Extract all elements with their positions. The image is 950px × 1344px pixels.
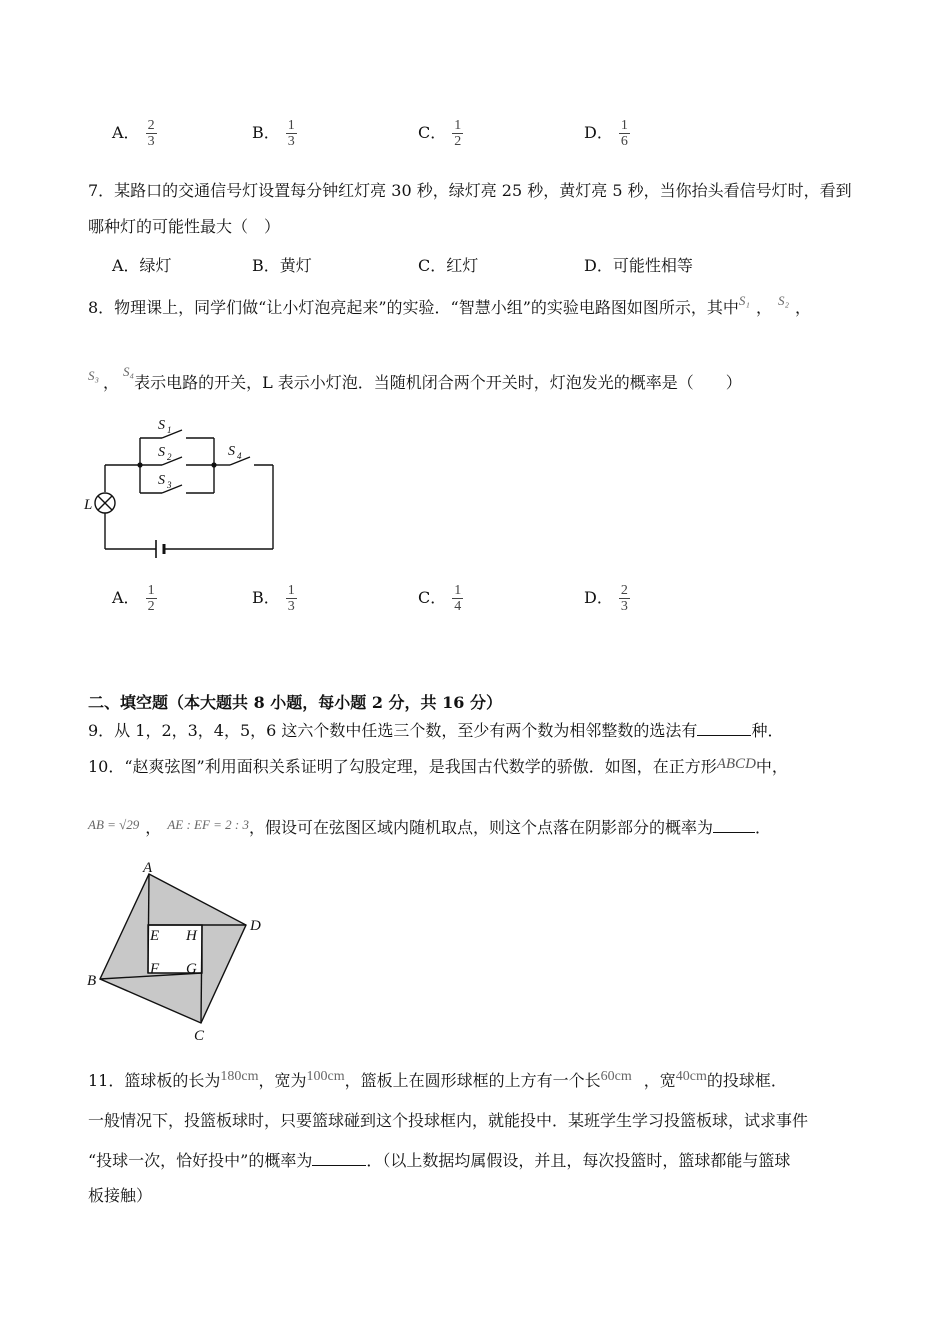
switch-s3: S₃ xyxy=(88,368,100,383)
q9-stem: 9．从 1，2，3，4，5，6 这六个数中任选三个数，至少有两个数为相邻整数的选法有 种． xyxy=(88,721,784,740)
q8-option-a: A． $\frac{1}{2}$ xyxy=(112,583,155,614)
point-f: F xyxy=(150,961,160,977)
label-lamp: L xyxy=(84,497,93,513)
q11-stem-line1: 11．篮球板的长为180cm，宽为100cm，篮板上在圆形球框的上方有一个长60cm ，宽40cm的投球框． xyxy=(88,1069,787,1090)
q6-option-c: C． $\frac{1}{2}$ xyxy=(418,118,462,149)
point-c: C xyxy=(194,1028,205,1044)
label-s1-sub: 1 xyxy=(167,425,172,435)
switch-s1: S₁ xyxy=(738,293,750,308)
answer-blank xyxy=(312,1151,366,1166)
label-s4: S xyxy=(228,444,235,459)
q6-option-d: D． $\frac{1}{6}$ xyxy=(584,118,628,149)
q7-option-b: B．黄灯 xyxy=(252,256,312,275)
q11-stem-line3: “投球一次，恰好投中”的概率为 ．（以上数据均属假设，并且，每次投篮时，篮球都能与篮球 xyxy=(88,1151,791,1170)
switch-s4: S₄ xyxy=(123,364,135,379)
q7-option-d: D．可能性相等 xyxy=(584,256,693,275)
fraction: $\frac{2}{3}$ xyxy=(147,118,155,149)
q7-option-c: C．红灯 xyxy=(418,256,479,275)
q10-stem-line2: $^{AB = √29}$ ， $^{AE : EF = 2 : 3}$，假设可在弦图区域内随机取点，则这个点落在阴影部分的概率为 ． xyxy=(88,817,772,837)
fraction: $\frac{1}{6}$ xyxy=(620,118,628,149)
fraction: $\frac{1}{3}$ xyxy=(287,583,295,614)
q10-stem-line1: 10．“赵爽弦图”利用面积关系证明了勾股定理，是我国古代数学的骄傲．如图，在正方形ABCD中， xyxy=(88,756,788,776)
q11-stem-line4: 板接触） xyxy=(88,1186,153,1205)
section-title: 二、填空题（本大题共 8 小题，每小题 2 分，共 16 分） xyxy=(88,693,502,712)
answer-blank xyxy=(697,721,751,736)
math-ratio: AE : EF = 2 : 3 xyxy=(167,817,250,832)
point-e: E xyxy=(150,928,160,944)
label-s2: S xyxy=(158,445,165,460)
zhao-shuang-diagram xyxy=(80,855,280,1050)
label-s3: S xyxy=(158,473,165,488)
label-s4-sub: 4 xyxy=(237,451,242,461)
q11-stem-line2: 一般情况下，投篮板球时，只要篮球碰到这个投球框内，就能投中．某班学生学习投篮板球，试求事件 xyxy=(88,1111,809,1130)
q7-stem-line1: 7．某路口的交通信号灯设置每分钟红灯亮 30 秒，绿灯亮 25 秒，黄灯亮 5 秒，当你抬头看信号灯时，看到 xyxy=(88,181,852,200)
square-abcd: ABCD xyxy=(716,756,756,772)
q8-stem-line1: 8．物理课上，同学们做“让小灯泡亮起来”的实验．“智慧小组”的实验电路图如图所示，其中$^{S_1}$ ， $^{S_2}$ ， xyxy=(88,293,811,317)
point-g: G xyxy=(186,961,197,977)
fraction: $\frac{1}{2}$ xyxy=(147,583,155,614)
q7-stem-line2: 哪种灯的可能性最大（ ） xyxy=(88,217,281,236)
point-d: D xyxy=(250,918,261,934)
answer-blank xyxy=(713,818,755,833)
label-s3-sub: 3 xyxy=(167,480,172,490)
circuit-diagram xyxy=(80,410,290,560)
label-s1: S xyxy=(158,418,165,433)
fraction: $\frac{1}{3}$ xyxy=(287,118,295,149)
fraction: $\frac{1}{4}$ xyxy=(454,583,462,614)
math-ab: AB = √29 xyxy=(88,817,140,832)
point-a: A xyxy=(143,860,153,876)
q8-option-b: B． $\frac{1}{3}$ xyxy=(252,583,295,614)
label-s2-sub: 2 xyxy=(167,452,172,462)
point-b: B xyxy=(87,973,97,989)
q8-option-c: C． $\frac{1}{4}$ xyxy=(418,583,462,614)
point-h: H xyxy=(186,928,197,944)
q6-option-a: A． $\frac{2}{3}$ xyxy=(112,118,155,149)
fraction: $\frac{2}{3}$ xyxy=(620,583,628,614)
fraction: $\frac{1}{2}$ xyxy=(454,118,462,149)
q8-option-d: D． $\frac{2}{3}$ xyxy=(584,583,628,614)
q8-stem-line2: $^{S_3}$ ，$^{S_4}$表示电路的开关，L 表示小灯泡．当随机闭合两个开关时，灯泡发光的概率是（ ） xyxy=(88,364,742,392)
switch-s2: S₂ xyxy=(777,293,789,308)
q6-option-b: B． $\frac{1}{3}$ xyxy=(252,118,295,149)
q7-option-a: A．绿灯 xyxy=(112,256,172,275)
